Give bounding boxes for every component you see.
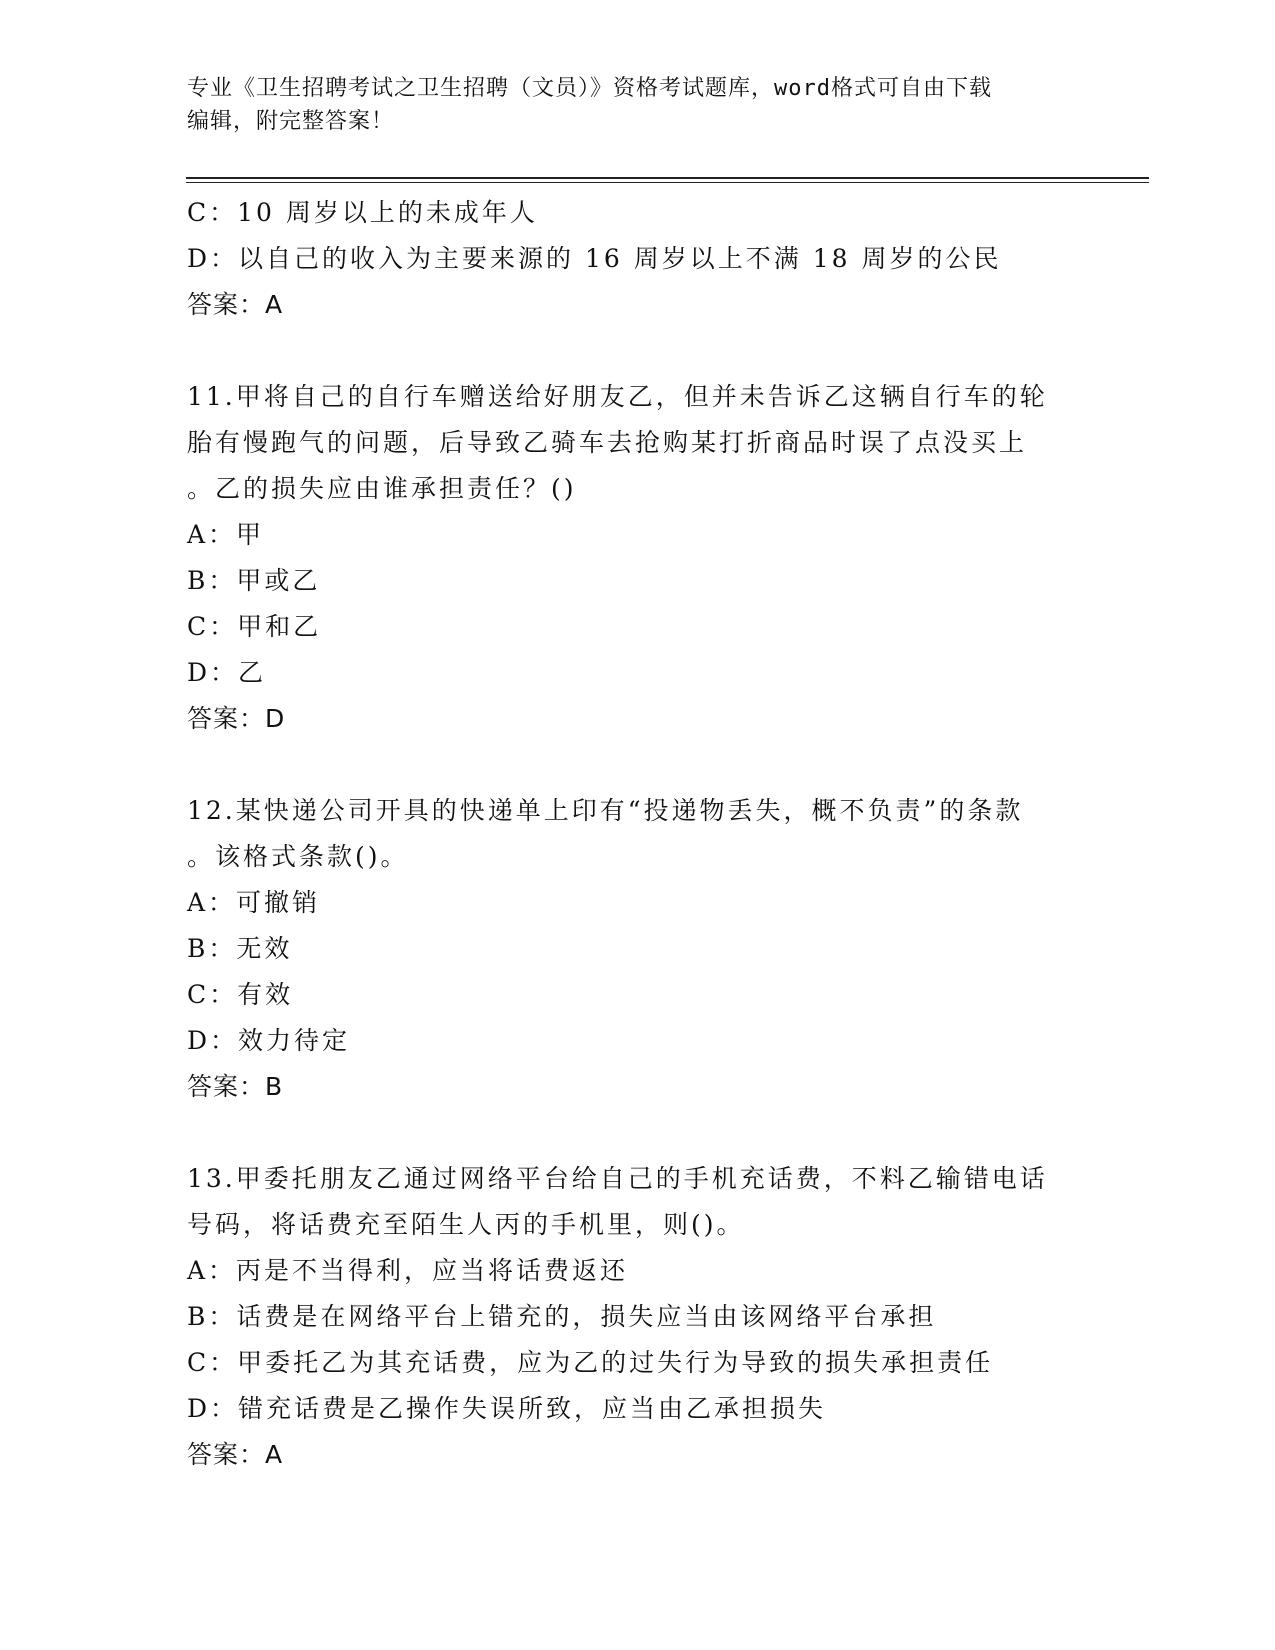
option-b: B：甲或乙 (187, 566, 321, 595)
option-d: D：以自己的收入为主要来源的 16 周岁以上不满 18 周岁的公民 (187, 244, 1002, 273)
question-stem: 。乙的损失应由谁承担责任？() (187, 474, 577, 503)
question-stem: 12.某快递公司开具的快递单上印有“投递物丢失，概不负责”的条款 (187, 796, 1024, 825)
header-rule-thin (186, 182, 1149, 183)
document-header (187, 72, 1067, 138)
question-list (187, 190, 1067, 1478)
question-stem: 13.甲委托朋友乙通过网络平台给自己的手机充话费，不料乙输错电话 (187, 1164, 1048, 1193)
answer: 答案：D (187, 704, 286, 733)
answer: 答案：A (187, 1440, 284, 1469)
question-12 (187, 788, 1067, 1110)
answer: 答案：A (187, 290, 284, 319)
option-b: B：无效 (187, 934, 293, 963)
question-stem: 。该格式条款()。 (187, 842, 409, 871)
question-stem: 胎有慢跑气的问题，后导致乙骑车去抢购某打折商品时误了点没买上 (187, 428, 1028, 457)
option-b: B：话费是在网络平台上错充的，损失应当由该网络平台承担 (187, 1302, 937, 1331)
question-11 (187, 374, 1067, 742)
header-line-1: 专业《卫生招聘考试之卫生招聘（文员）》资格考试题库，word格式可自由下载 (187, 76, 992, 101)
option-a: A：甲 (187, 520, 265, 549)
option-d: D：错充话费是乙操作失误所致，应当由乙承担损失 (187, 1394, 827, 1423)
header-line-2: 编辑，附完整答案！ (187, 109, 395, 134)
header-rule-thick (186, 177, 1149, 179)
question-stem: 11.甲将自己的自行车赠送给好朋友乙，但并未告诉乙这辆自行车的轮 (187, 382, 1048, 411)
option-d: D：乙 (187, 658, 267, 687)
option-c: C：10 周岁以上的未成年人 (187, 198, 538, 227)
answer: 答案：B (187, 1072, 284, 1101)
option-c: C：有效 (187, 980, 294, 1009)
question-stem: 号码，将话费充至陌生人丙的手机里，则()。 (187, 1210, 745, 1239)
question-13 (187, 1156, 1067, 1478)
option-c: C：甲和乙 (187, 612, 322, 641)
option-d: D：效力待定 (187, 1026, 351, 1055)
option-a: A：丙是不当得利，应当将话费返还 (187, 1256, 629, 1285)
option-c: C：甲委托乙为其充话费，应为乙的过失行为导致的损失承担责任 (187, 1348, 994, 1377)
option-a: A：可撤销 (187, 888, 321, 917)
